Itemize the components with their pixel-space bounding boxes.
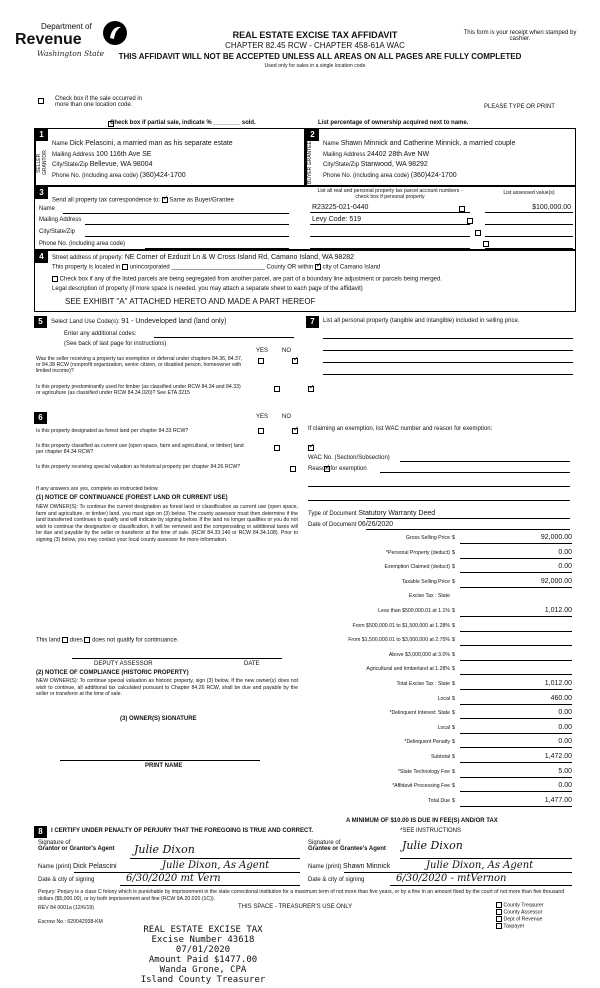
- calc-label: Total Excise Tax : State: [396, 681, 450, 687]
- send-to-row: [52, 197, 234, 204]
- agency-line1: Department of: [41, 22, 92, 31]
- buyer-phone-row: [323, 172, 457, 179]
- personal-property-section: [306, 316, 576, 436]
- calc-line: [460, 616, 572, 617]
- historic-yes-checkbox[interactable]: [290, 466, 296, 472]
- grantee-agent[interactable]: Julie Dixon, As Agent: [426, 860, 534, 871]
- calc-label: Subtotal: [430, 754, 450, 760]
- assessed-header: List assessed value(s): [503, 190, 555, 196]
- calc-line: [460, 689, 572, 690]
- stamp-line: REAL ESTATE EXCISE TAX: [143, 925, 263, 935]
- tax-correspondence-section: [34, 186, 576, 250]
- calc-line: [460, 791, 572, 792]
- grantor-agent[interactable]: Julie Dixon, As Agent: [162, 860, 270, 871]
- calc-line: [460, 660, 572, 661]
- calc-line: [460, 777, 572, 778]
- parcel-line: [310, 212, 470, 213]
- send-to-label: Send all property tax correspondence to:: [52, 197, 161, 204]
- calc-row: [306, 781, 576, 796]
- land-use-value[interactable]: 91 - Undeveloped land (land only): [121, 318, 227, 325]
- legal-description[interactable]: SEE EXHIBIT "A" ATTACHED HERETO AND MADE A PART HEREOF: [65, 297, 316, 306]
- calc-line: [460, 674, 572, 675]
- notice1-body: NEW OWNER(S): To continue the current designation as forest land or classification as current use (open space, farm and agriculture, or timber) land, you must sign on (3) below. The county assessor must then determine if the land transferred continues to qualify and will indicate by signing below. If the land no longer qualifies or you do not wish to continue the designation or classification, it will be removed and the compensating or additional taxes will be due and payable by the seller or transferor at the time of sale. (RCW 84.33.140 or RCW 84.34.108). Prior to signing (3) below, you may contact your local county assessor for more information.: [36, 504, 298, 543]
- deputy-signature-line[interactable]: [72, 658, 282, 659]
- section-number: 7: [306, 316, 319, 328]
- form-title: REAL ESTATE EXCISE TAX AFFIDAVIT: [232, 30, 398, 40]
- partial-sale-label: Check box if partial sale, indicate % ________ sold.: [110, 120, 256, 126]
- current-use-yes-checkbox[interactable]: [274, 445, 280, 451]
- grantor-signature-line: [130, 858, 300, 859]
- forest-section: [34, 412, 304, 702]
- calc-label: Local: [437, 695, 450, 702]
- revenue-logo-icon: [102, 20, 128, 46]
- street-label: Street address of property:: [52, 255, 124, 261]
- parcel-number[interactable]: R23225-021-0440: [312, 204, 369, 211]
- calc-line: [460, 747, 572, 748]
- type-or-print: PLEASE TYPE OR PRINT: [484, 104, 555, 110]
- doc-type-line: [366, 518, 570, 519]
- calc-value[interactable]: 1,477.00: [544, 796, 572, 804]
- dollar-sign: $: [452, 724, 455, 731]
- grantor-date-label: Date & city of signing: [38, 877, 95, 883]
- phone-label: Phone No. (including area code): [52, 173, 139, 179]
- dollar-sign: $: [452, 681, 455, 687]
- seller-section: [34, 128, 305, 186]
- seller-address[interactable]: 100 116th Ave SE: [96, 151, 152, 158]
- certification-section: [34, 826, 576, 886]
- seller-side-label: SELLER GRANTOR: [35, 141, 48, 185]
- calc-value[interactable]: 1,012.00: [544, 680, 572, 687]
- located-label: This property is located in: [52, 264, 121, 271]
- grantor-name[interactable]: Dick Pelascini: [73, 863, 117, 870]
- calc-row: [306, 548, 576, 563]
- deputy-label: DEPUTY ASSESSOR: [94, 661, 153, 667]
- wac-number-line[interactable]: [400, 461, 570, 462]
- calc-row: [306, 621, 576, 636]
- calc-value[interactable]: 1,012.00: [544, 607, 572, 614]
- buyer-name[interactable]: Shawn Minnick and Catherine Minnick, a married couple: [340, 140, 516, 147]
- personal-property-line[interactable]: [323, 338, 573, 339]
- buyer-side-label: BUYER GRANTEE: [306, 141, 319, 185]
- does-not-label: does not qualify for continuance.: [92, 637, 179, 644]
- assessed-value[interactable]: $100,000.00: [532, 204, 571, 211]
- receipt-note: This form is your receipt when stamped by cashier.: [463, 30, 577, 42]
- calc-row: [306, 708, 576, 723]
- certify-title: I CERTIFY UNDER PENALTY OF PERJURY THAT THE FOREGOING IS TRUE AND CORRECT.: [51, 828, 314, 834]
- section-number: 1: [35, 129, 48, 141]
- doc-date-value[interactable]: 06/26/2020: [358, 521, 394, 528]
- no-header: NO: [282, 414, 291, 420]
- calc-row: [306, 533, 576, 548]
- dollar-sign: $: [452, 739, 455, 746]
- personal-property-line[interactable]: [323, 374, 573, 375]
- grantee-date-line: [390, 885, 572, 886]
- wac-claim-label: If claiming an exemption, list WAC number and reason for exemption:: [308, 426, 493, 432]
- grantee-date[interactable]: 6/30/2020 - mtVernon: [396, 873, 507, 884]
- personal-property-line[interactable]: [323, 362, 573, 363]
- land-use-label: Select Land Use Code(s):: [51, 319, 120, 325]
- mailing-address-label: Mailing Address: [39, 217, 82, 223]
- seller-name[interactable]: Dick Pelascini, a married man as his separate estate: [69, 140, 233, 147]
- grantee-signature-line: [400, 858, 572, 859]
- reason-label: Reason for exemption: [308, 466, 367, 472]
- additional-codes-label: Enter any additional codes:: [64, 331, 137, 337]
- dollar-sign: $: [452, 797, 455, 804]
- name-print-label: Name (print): [308, 864, 342, 870]
- legal-label: Legal description of property (if more space is needed, you may attach a separate sheet to each page of the affidavit): [52, 286, 363, 292]
- street-address-section: [34, 250, 576, 312]
- dollar-sign: $: [452, 535, 455, 541]
- print-name-line[interactable]: [60, 760, 260, 761]
- question-current-use: Is this property classified as current use (open space, farm and agricultural, or timber) land per chapter 84.34 RCW?: [36, 443, 244, 455]
- grantor-name-row: [38, 863, 117, 870]
- distribution-item: County Assessor: [496, 909, 544, 916]
- calc-label: Excise Tax : State: [408, 593, 450, 600]
- calc-label: Taxable Selling Price: [401, 578, 450, 585]
- calc-row: [306, 562, 576, 577]
- see-back: (See back of last page for instructions): [64, 341, 167, 347]
- calc-row: [306, 767, 576, 782]
- agency-line3: Washington State: [37, 49, 105, 58]
- seller-name-row: [52, 140, 233, 147]
- buyer-city[interactable]: Stanwood, WA 98292: [360, 161, 428, 168]
- distribution-list: [496, 902, 544, 930]
- name-print-label: Name (print): [38, 864, 72, 870]
- dollar-sign: $: [452, 695, 455, 702]
- corr-address-line[interactable]: [85, 224, 289, 225]
- corr-phone-line[interactable]: [145, 248, 289, 249]
- dollar-sign: $: [452, 637, 455, 644]
- dollar-sign: $: [452, 651, 455, 658]
- minimum-due: A MINIMUM OF $10.00 IS DUE IN FEE(S) AND/OR TAX: [346, 818, 498, 824]
- calc-line: [460, 704, 572, 705]
- personal-property-label: List all personal property (tangible and intangible) included in selling price.: [323, 318, 520, 324]
- calc-line: [460, 543, 572, 544]
- dollar-sign: $: [452, 666, 455, 673]
- calc-line: [460, 762, 572, 763]
- notice2-title: (2) NOTICE OF COMPLIANCE (HISTORIC PROPERTY): [36, 670, 189, 676]
- agency-line2: Revenue: [15, 31, 82, 48]
- mailing-address-label: Mailing Address: [323, 152, 366, 158]
- dollar-sign: $: [452, 608, 455, 614]
- calc-row: [306, 606, 576, 621]
- calc-line: [460, 806, 572, 807]
- continuance-row: [36, 637, 178, 644]
- section-number: 4: [35, 251, 48, 263]
- calc-label: *Delinquent Interest: State: [389, 710, 450, 717]
- calc-label: *Delinquent Penalty: [404, 739, 450, 746]
- parcel-list-header: List all real and personal property tax parcel account numbers - check box if personal property: [317, 188, 463, 200]
- name-label: Name: [323, 141, 340, 147]
- calc-row: [306, 679, 576, 694]
- notice1-title: (1) NOTICE OF CONTINUANCE (FOREST LAND OR CURRENT USE): [36, 495, 228, 501]
- calc-line: [460, 718, 572, 719]
- calc-label: Less than $500,000.01 at 1.1%: [378, 608, 450, 614]
- calc-label: Total Due: [428, 797, 450, 804]
- calc-value[interactable]: 0.00: [558, 709, 572, 717]
- does-not-qualify-checkbox[interactable]: [84, 637, 90, 643]
- calc-row: [306, 723, 576, 738]
- grantor-signature[interactable]: Julie Dixon: [134, 843, 195, 856]
- stamp-line: Excise Number 43618: [151, 935, 255, 945]
- city-label: City/State/Zip: [39, 229, 76, 235]
- dollar-sign: $: [452, 754, 455, 760]
- warning-text: THIS AFFIDAVIT WILL NOT BE ACCEPTED UNLESS ALL AREAS ON ALL PAGES ARE FULLY COMPLETED: [118, 52, 522, 61]
- wac-number-label: WAC No. (Section/Subsection): [308, 455, 390, 461]
- calc-value[interactable]: 0.00: [558, 548, 572, 556]
- yes-header: YES: [256, 348, 269, 354]
- section-number: 5: [34, 316, 47, 328]
- parcel-line: [310, 248, 470, 249]
- parcel-line: [310, 236, 470, 237]
- corr-name-row: [39, 206, 289, 212]
- question-timber: Is this property predominantly used for timber (as classified under RCW 84.34 and 84.33) or agriculture (as classified under RCW 84.34.020)? See ETA 3215: [36, 384, 241, 396]
- question-forest: Is this property designated as forest land per chapter 84.33 RCW?: [36, 428, 189, 434]
- grantee-signature-label: Signature of Grantee or Grantee's Agent: [308, 840, 386, 852]
- dollar-sign: $: [452, 578, 455, 585]
- city-checkbox[interactable]: [315, 264, 321, 270]
- corr-phone-row: [39, 241, 125, 247]
- calc-row: [306, 664, 576, 679]
- see-instructions: *SEE INSTRUCTIONS: [400, 828, 462, 834]
- calc-label: *Affidavit Processing Fee: [392, 783, 450, 790]
- same-as-buyer-checkbox[interactable]: [162, 197, 168, 203]
- stamp-line: Wanda Grone, CPA: [159, 965, 247, 975]
- calc-row: [306, 650, 576, 665]
- unincorporated-checkbox[interactable]: [122, 264, 128, 270]
- reason-line[interactable]: [380, 472, 570, 473]
- city-label: City/State/Zip: [52, 162, 89, 168]
- section-number: 8: [34, 826, 47, 838]
- same-as-buyer-label: Same as Buyer/Grantee: [169, 197, 234, 204]
- calc-value[interactable]: 1,472.00: [544, 753, 572, 760]
- seller-phone-row: [52, 172, 186, 179]
- personal-property-checkbox[interactable]: [483, 241, 489, 247]
- question-historic: Is this property receiving special valuation as historical property per chapter 84.26 RCW?: [36, 464, 241, 470]
- escrow-number: Escrow No.: 620042938-KM: [38, 919, 103, 925]
- doc-type-value[interactable]: Statutory Warranty Deed: [358, 510, 436, 517]
- calc-value[interactable]: 92,000.00: [540, 534, 572, 541]
- calc-value[interactable]: 0.00: [558, 782, 572, 790]
- calc-value[interactable]: 0.00: [558, 738, 572, 746]
- unincorporated-label: unincorporated: [129, 264, 170, 271]
- personal-property-line[interactable]: [323, 350, 573, 351]
- owner-signature-label: (3) OWNER(S) SIGNATURE: [120, 716, 197, 722]
- dollar-sign: $: [452, 622, 455, 629]
- additional-codes-line[interactable]: [154, 337, 294, 338]
- location-note: Used only for sales in a single location code: [264, 63, 366, 69]
- corr-name-line[interactable]: [63, 213, 289, 214]
- calc-row: [306, 796, 576, 811]
- section-number: 2: [306, 129, 319, 141]
- calc-row: [306, 737, 576, 752]
- levy-code[interactable]: Levy Code: 519: [312, 216, 362, 223]
- exemption-no-checkbox[interactable]: [292, 358, 298, 364]
- segregated-checkbox[interactable]: [52, 276, 58, 282]
- calc-label: Exemption Claimed (deduct): [384, 564, 450, 571]
- buyer-phone[interactable]: (360)424-1700: [410, 172, 457, 179]
- notice2-body: NEW OWNER(S): To continue special valuation as historic property, sign (3) below. If the new owner(s) does not wish to continue, all additional tax calculated pursuant to Chapter 84.26 RCW, shall be due and payable by the seller or transferor at the time of sale.: [36, 678, 298, 698]
- segregated-label: Check box if any of the listed parcels are being segregated from another parcel, are part of a boundary line adjustment or parcels being merged.: [59, 276, 442, 283]
- calc-label: *Personal Property (deduct): [385, 549, 450, 556]
- does-qualify-checkbox[interactable]: [62, 637, 68, 643]
- this-land-label: This land: [36, 637, 61, 644]
- seller-city-row: [52, 161, 152, 168]
- county-label: County OR within: [266, 264, 314, 271]
- yes-header: YES: [256, 414, 269, 420]
- calc-line: [460, 631, 572, 632]
- calc-label: Above $3,000,000 at 3.0%: [388, 651, 450, 658]
- stamp-line: Amount Paid $1477.00: [148, 955, 258, 965]
- buyer-section: [305, 128, 576, 186]
- calc-line: [460, 587, 572, 588]
- stamp-line: Island County Treasurer: [140, 975, 266, 985]
- calc-line: [460, 645, 572, 646]
- current-use-no-checkbox[interactable]: [308, 445, 314, 451]
- mailing-address-label: Mailing Address: [52, 152, 95, 158]
- personal-property-checkbox[interactable]: [475, 230, 481, 236]
- print-name-label: PRINT NAME: [145, 763, 183, 769]
- dollar-sign: $: [452, 783, 455, 790]
- calc-row: [306, 635, 576, 650]
- city-label: city of Camano Island: [322, 264, 381, 271]
- treasurer-stamp: [128, 925, 278, 985]
- calc-line: [460, 558, 572, 559]
- doc-type-label: Type of Document: [308, 511, 357, 517]
- city-label: City/State/Zip: [323, 162, 360, 168]
- located-row: This property is located in unincorporated ____________________________ County OR within ✓ city of Camano Island: [52, 264, 380, 271]
- calc-label: From $1,500,000.01 to $3,000,000 at 2.75%: [348, 637, 450, 644]
- grantor-date[interactable]: 6/30/2020 mt Vern: [126, 873, 221, 884]
- dollar-sign: $: [452, 549, 455, 556]
- seller-phone[interactable]: (360)424-1700: [139, 172, 186, 179]
- calc-value[interactable]: 5.00: [558, 767, 572, 775]
- assessed-line: [485, 212, 573, 213]
- doc-date-row: [308, 521, 393, 528]
- corr-address-row: [39, 217, 81, 223]
- does-label: does: [69, 637, 83, 644]
- dollar-sign: $: [452, 564, 455, 571]
- form-subtitle: CHAPTER 82.45 RCW - CHAPTER 458-61A WAC: [225, 41, 405, 50]
- forest-yes-checkbox[interactable]: [258, 428, 264, 434]
- timber-yes-checkbox[interactable]: [274, 386, 280, 392]
- street-row: [52, 254, 354, 261]
- buyer-name-row: [323, 140, 515, 147]
- calc-label: Local: [437, 724, 450, 731]
- seller-city[interactable]: Bellevue, WA 98004: [89, 161, 153, 168]
- grantee-date-label: Date & city of signing: [308, 877, 365, 883]
- land-use-section: [34, 316, 304, 413]
- buyer-city-row: [323, 161, 428, 168]
- date-label: DATE: [244, 661, 260, 667]
- calc-row: [306, 577, 576, 592]
- question-exemption: Was the seller receiving a property tax exemption or deferral under chapters 84.36, 84.37, or 84.38 RCW (nonprofit organization, senior citizen, or disabled person, homeowner with limited income)?: [36, 356, 243, 374]
- no-header: NO: [282, 348, 291, 354]
- calc-value[interactable]: 460.00: [550, 694, 572, 702]
- calc-label: Gross Selling Price: [405, 535, 450, 541]
- doc-type-row: [308, 510, 435, 517]
- corr-city-row: [39, 229, 75, 235]
- doc-date-line: [366, 529, 570, 530]
- calc-value[interactable]: 0.00: [558, 723, 572, 731]
- calc-row: [306, 752, 576, 767]
- calc-value[interactable]: 0.00: [558, 563, 572, 571]
- multi-location-label: Check box if the sale occurred in more than one location code.: [55, 96, 143, 108]
- calc-label: *State Technology Fee: [397, 768, 450, 775]
- calc-line: [460, 572, 572, 573]
- dollar-sign: $: [452, 768, 455, 775]
- grantee-signature[interactable]: Julie Dixon: [402, 839, 463, 852]
- land-use-row: [51, 318, 226, 325]
- multi-location-checkbox[interactable]: [38, 98, 44, 104]
- buyer-address-row: [323, 151, 429, 158]
- corr-city-line[interactable]: [85, 236, 289, 237]
- name-label: Name: [39, 206, 56, 212]
- grantee-name[interactable]: Shawn Minnick: [343, 863, 391, 870]
- segregated-row: [52, 276, 442, 283]
- assessed-line: [485, 224, 573, 225]
- calc-line: [460, 733, 572, 734]
- calc-label: Agricultural and timberland at 1.28%: [366, 666, 450, 673]
- grantee-name-row: [308, 863, 390, 870]
- distribution-item: Dept of Revenue: [496, 916, 544, 923]
- form-number: REV 84 0001a (12/6/19): [38, 905, 94, 911]
- stamp-line: 07/01/2020: [175, 945, 231, 955]
- phone-label: Phone No. (including area code): [39, 241, 126, 247]
- street-value[interactable]: NE Corner of Ezduzit Ln & W Cross Island Rd, Camano Island, WA 98282: [124, 254, 355, 261]
- assessed-line: [485, 236, 573, 237]
- calc-value[interactable]: 92,000.00: [540, 577, 572, 585]
- if-any-note: If any answers are yes, complete as instructed below.: [36, 486, 159, 492]
- phone-label: Phone No. (including area code): [323, 173, 410, 179]
- name-label: Name: [52, 141, 69, 147]
- reason-line[interactable]: [308, 500, 570, 501]
- calc-label: From $500,000.01 to $1,500,000 at 1.28%: [352, 622, 450, 629]
- doc-date-label: Date of Document: [308, 522, 357, 528]
- section-number: 6: [34, 412, 47, 424]
- assessed-line: [485, 248, 573, 249]
- buyer-address[interactable]: 24402 28th Ave NW: [367, 151, 430, 158]
- seller-address-row: [52, 151, 151, 158]
- ownership-note: List percentage of ownership acquired next to name.: [318, 120, 469, 126]
- exemption-yes-checkbox[interactable]: [258, 358, 264, 364]
- agency-logo: [15, 18, 135, 73]
- section-number: 3: [35, 187, 48, 199]
- calc-row: [306, 591, 576, 606]
- reason-line[interactable]: [308, 486, 570, 487]
- grantor-date-line: [120, 885, 300, 886]
- treasurer-use: THIS SPACE - TREASURER'S USE ONLY: [238, 904, 353, 910]
- parcel-line: [310, 224, 470, 225]
- grantor-signature-label: Signature of Grantor or Grantor's Agent: [38, 840, 115, 852]
- distribution-item: County Treasurer: [496, 902, 544, 909]
- perjury-notice: Perjury: Perjury is a class C felony which is punishable by imprisonment in the state correctional institution for a maximum term of not more than five years, or by a fine in an amount fixed by the court of not more than five thousand dollars ($5,000.00), or by both imprisonment and fine (RCW 9A.20.020 (1C)).: [38, 889, 565, 902]
- calc-row: [306, 694, 576, 709]
- dollar-sign: $: [452, 710, 455, 717]
- distribution-item: Taxpayer: [496, 923, 544, 930]
- forest-no-checkbox[interactable]: [292, 428, 298, 434]
